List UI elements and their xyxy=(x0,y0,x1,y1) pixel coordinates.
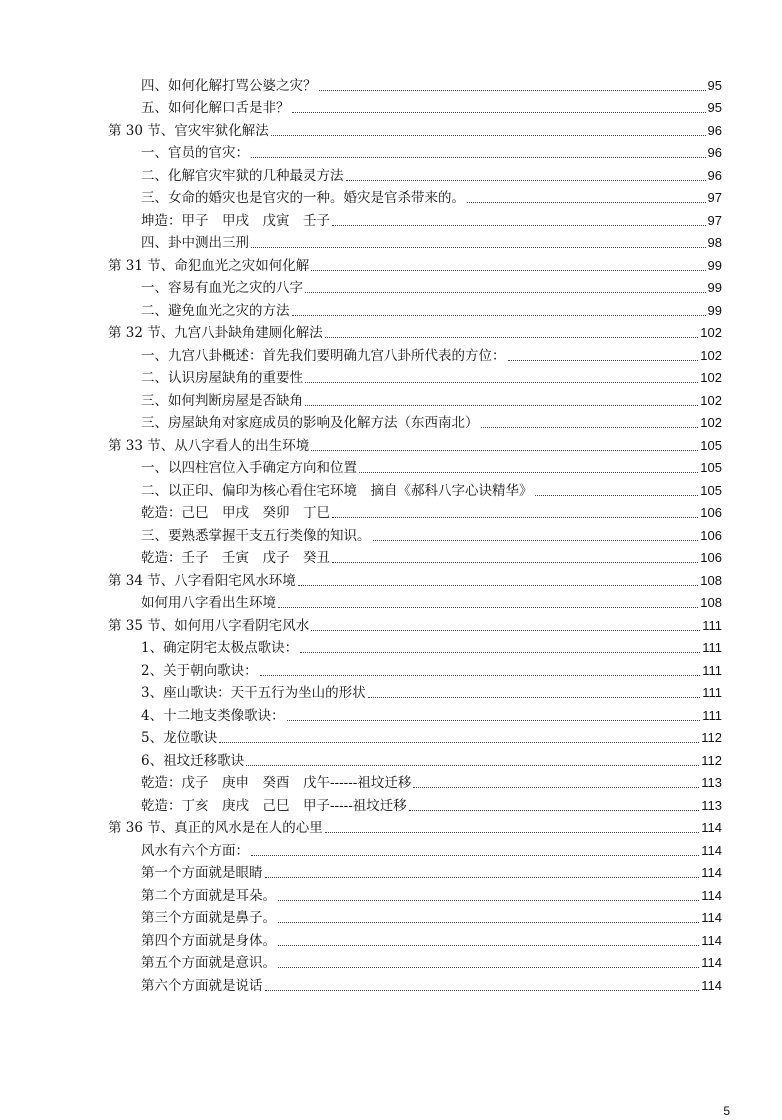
toc-entry-page: 111 xyxy=(702,685,722,700)
dot-leader xyxy=(325,337,699,338)
dot-leader xyxy=(278,607,698,608)
toc-entry-title: 第 36 节、真正的风水是在人的心里 xyxy=(108,820,323,836)
toc-subentry[interactable] xyxy=(108,365,722,388)
toc-subentry[interactable] xyxy=(108,747,722,770)
toc-entry-title: 第 31 节、命犯血光之灾如何化解 xyxy=(108,257,310,274)
toc-entry-title: 第 35 节、如何用八字看阴宅风水 xyxy=(108,617,310,634)
dot-leader xyxy=(246,765,699,766)
toc-subentry[interactable] xyxy=(108,882,722,905)
toc-subentry[interactable] xyxy=(108,207,722,230)
toc-subentry[interactable] xyxy=(108,770,722,793)
toc-section-entry[interactable] xyxy=(108,612,722,635)
toc-entry-page: 105 xyxy=(700,482,722,498)
dot-leader xyxy=(292,315,706,316)
toc-entry-title: 第四个方面就是身体。 xyxy=(141,932,276,949)
toc-subentry[interactable] xyxy=(108,522,722,545)
toc-entry-page: 99 xyxy=(707,257,722,273)
toc-subentry[interactable] xyxy=(108,297,722,320)
toc-entry-title: 乾造：壬子 壬寅 戊子 癸丑 xyxy=(141,550,330,566)
toc-entry-title: 第五个方面就是意识。 xyxy=(141,955,276,971)
dot-leader xyxy=(265,990,700,991)
dot-leader xyxy=(346,180,706,181)
toc-subentry[interactable] xyxy=(108,95,722,118)
dot-leader xyxy=(413,787,699,788)
toc-entry-title: 二、认识房屋缺角的重要性 xyxy=(141,370,303,386)
toc-entry-page: 114 xyxy=(701,887,722,903)
toc-entry-page: 97 xyxy=(707,212,722,228)
dot-leader xyxy=(332,225,706,226)
toc-subentry[interactable] xyxy=(108,657,722,680)
toc-subentry[interactable] xyxy=(108,72,722,95)
toc-entry-title: 五、如何化解口舌是非？ xyxy=(141,100,290,116)
dot-leader xyxy=(292,112,706,113)
toc-entry-title: 一、以四柱宫位入手确定方向和位置 xyxy=(141,460,357,476)
toc-entry-title: 5、龙位歌诀 xyxy=(141,730,218,746)
toc-entry-title: 3、座山歌诀：天干五行为坐山的形状 xyxy=(141,685,366,701)
toc-entry-page: 111 xyxy=(702,617,722,633)
toc-entry-page: 113 xyxy=(701,775,722,790)
toc-entry-page: 102 xyxy=(700,325,722,340)
toc-entry-page: 114 xyxy=(701,910,722,925)
dot-leader xyxy=(373,540,699,541)
dot-leader xyxy=(305,405,698,406)
dot-leader xyxy=(260,675,701,676)
toc-entry-title: 第 30 节、官灾牢狱化解法 xyxy=(108,122,269,139)
toc-section-entry[interactable] xyxy=(108,117,722,140)
dot-leader xyxy=(278,900,699,901)
toc-subentry[interactable] xyxy=(108,545,722,568)
dot-leader xyxy=(305,292,706,293)
dot-leader xyxy=(467,202,706,203)
toc-entry-page: 111 xyxy=(702,662,722,678)
toc-entry-title: 乾造：戊子 庚申 癸酉 戊午------祖坟迁移 xyxy=(141,775,412,791)
toc-entry-title: 第二个方面就是耳朵。 xyxy=(141,887,276,904)
toc-entry-page: 102 xyxy=(700,347,722,363)
dot-leader xyxy=(271,135,706,136)
dot-leader xyxy=(481,427,699,428)
toc-subentry[interactable] xyxy=(108,950,722,973)
toc-subentry[interactable] xyxy=(108,342,722,365)
toc-entry-title: 4、十二地支类像歌诀： xyxy=(141,707,285,724)
toc-entry-title: 二、化解官灾牢狱的几种最灵方法 xyxy=(141,167,344,184)
toc-entry-title: 四、卦中测出三刑 xyxy=(141,235,249,251)
dot-leader xyxy=(278,967,699,968)
toc-entry-title: 第一个方面就是眼睛 xyxy=(141,865,263,881)
toc-entry-title: 三、如何判断房屋是否缺角 xyxy=(141,392,303,409)
toc-entry-page: 99 xyxy=(707,280,722,295)
toc-subentry[interactable] xyxy=(108,972,722,995)
dot-leader xyxy=(265,877,700,878)
toc-subentry[interactable] xyxy=(108,725,722,748)
dot-leader xyxy=(311,450,698,451)
dot-leader xyxy=(332,562,698,563)
toc-entry-page: 114 xyxy=(701,865,722,880)
toc-entry-page: 114 xyxy=(701,842,722,858)
toc-entry-title: 二、以正印、偏印为核心看住宅环境 摘自《郝科八字心诀精华》 xyxy=(141,482,533,499)
dot-leader xyxy=(319,90,706,91)
toc-entry-page: 95 xyxy=(707,100,722,115)
toc-subentry[interactable] xyxy=(108,410,722,433)
dot-leader xyxy=(535,495,699,496)
toc-subentry[interactable] xyxy=(108,792,722,815)
toc-subentry[interactable] xyxy=(108,185,722,208)
dot-leader xyxy=(368,697,701,698)
toc-entry-title: 四、如何化解打骂公婆之灾？ xyxy=(141,77,317,94)
toc-entry-title: 一、官员的官灾： xyxy=(141,145,249,161)
toc-subentry[interactable] xyxy=(108,905,722,928)
toc-subentry[interactable] xyxy=(108,860,722,883)
dot-leader xyxy=(332,517,698,518)
toc-entry-page: 111 xyxy=(702,707,722,723)
toc-entry-page: 111 xyxy=(702,640,722,655)
toc-entry-title: 风水有六个方面： xyxy=(141,842,249,859)
dot-leader xyxy=(300,652,700,653)
toc-entry-page: 112 xyxy=(701,752,722,768)
dot-leader xyxy=(311,630,700,631)
dot-leader xyxy=(359,472,698,473)
toc-entry-title: 如何用八字看出生环境 xyxy=(141,595,276,611)
toc-section-entry[interactable] xyxy=(108,252,722,275)
toc-entry-title: 第六个方面就是说话 xyxy=(141,977,263,994)
toc-entry-page: 97 xyxy=(707,190,722,205)
toc-subentry[interactable] xyxy=(108,590,722,613)
toc-subentry[interactable] xyxy=(108,455,722,478)
toc-entry-page: 96 xyxy=(707,122,722,138)
dot-leader xyxy=(311,270,705,271)
toc-entry-page: 95 xyxy=(707,77,722,93)
toc-entry-title: 三、要熟悉掌握干支五行类像的知识。 xyxy=(141,527,371,544)
toc-entry-page: 114 xyxy=(701,977,722,993)
toc-entry-page: 106 xyxy=(700,550,722,565)
toc-entry-title: 6、祖坟迁移歌诀 xyxy=(141,752,245,769)
dot-leader xyxy=(219,742,699,743)
toc-section-entry[interactable] xyxy=(108,567,722,590)
toc-section-entry[interactable] xyxy=(108,432,722,455)
toc-entry-title: 三、房屋缺角对家庭成员的影响及化解方法（东西南北） xyxy=(141,415,479,431)
toc-entry-title: 2、关于朝向歌诀： xyxy=(141,662,258,679)
toc-entry-page: 113 xyxy=(701,797,722,813)
dot-leader xyxy=(298,585,699,586)
toc-subentry[interactable] xyxy=(108,230,722,253)
dot-leader xyxy=(305,382,698,383)
toc-subentry[interactable] xyxy=(108,837,722,860)
toc-entry-page: 114 xyxy=(701,820,722,835)
toc-entry-page: 98 xyxy=(707,235,722,250)
toc-section-entry[interactable] xyxy=(108,320,722,343)
toc-entry-page: 96 xyxy=(707,167,722,183)
toc-subentry[interactable] xyxy=(108,635,722,658)
toc-entry-page: 114 xyxy=(701,932,722,948)
toc-entry-page: 114 xyxy=(701,955,722,970)
toc-entry-page: 102 xyxy=(700,415,722,430)
toc-entry-page: 112 xyxy=(701,730,722,745)
dot-leader xyxy=(278,945,699,946)
dot-leader xyxy=(251,247,706,248)
dot-leader xyxy=(508,360,699,361)
toc-entry-title: 乾造：己巳 甲戌 癸卯 丁巳 xyxy=(141,505,330,521)
toc-subentry[interactable] xyxy=(108,162,722,185)
toc-entry-page: 106 xyxy=(700,505,722,520)
table-of-contents xyxy=(108,72,722,995)
dot-leader xyxy=(325,832,700,833)
toc-entry-title: 第 34 节、八字看阳宅风水环境 xyxy=(108,572,296,589)
toc-entry-title: 第 33 节、从八字看人的出生环境 xyxy=(108,437,310,454)
dot-leader xyxy=(251,157,706,158)
toc-subentry[interactable] xyxy=(108,477,722,500)
toc-entry-title: 一、容易有血光之灾的八字 xyxy=(141,280,303,296)
toc-entry-title: 一、九宫八卦概述：首先我们要明确九宫八卦所代表的方位： xyxy=(141,347,506,364)
toc-entry-page: 99 xyxy=(707,302,722,318)
toc-entry-page: 102 xyxy=(700,392,722,408)
toc-entry-title: 三、女命的婚灾也是官灾的一种。婚灾是官杀带来的。 xyxy=(141,190,465,206)
toc-entry-title: 1、确定阴宅太极点歌诀： xyxy=(141,640,299,656)
toc-subentry[interactable] xyxy=(108,500,722,523)
toc-subentry[interactable] xyxy=(108,387,722,410)
toc-subentry[interactable] xyxy=(108,680,722,703)
toc-entry-page: 106 xyxy=(700,527,722,543)
toc-entry-title: 二、避免血光之灾的方法 xyxy=(141,302,290,319)
toc-subentry[interactable] xyxy=(108,927,722,950)
toc-entry-page: 108 xyxy=(700,572,722,588)
toc-entry-page: 105 xyxy=(700,460,722,475)
toc-section-entry[interactable] xyxy=(108,815,722,838)
dot-leader xyxy=(409,810,699,811)
toc-subentry[interactable] xyxy=(108,702,722,725)
toc-subentry[interactable] xyxy=(108,140,722,163)
toc-entry-title: 第 32 节、九宫八卦缺角建厕化解法 xyxy=(108,325,323,341)
toc-entry-title: 坤造：甲子 甲戌 戊寅 壬子 xyxy=(141,212,330,229)
toc-entry-title: 乾造：丁亥 庚戌 己巳 甲子-----祖坟迁移 xyxy=(141,797,407,814)
toc-entry-page: 102 xyxy=(700,370,722,385)
dot-leader xyxy=(287,720,701,721)
toc-subentry[interactable] xyxy=(108,275,722,298)
toc-entry-title: 第三个方面就是鼻子。 xyxy=(141,910,276,926)
toc-entry-page: 108 xyxy=(700,595,722,610)
page-number: 5 xyxy=(723,1104,730,1118)
toc-entry-page: 105 xyxy=(700,437,722,453)
dot-leader xyxy=(251,855,699,856)
toc-entry-page: 96 xyxy=(707,145,722,160)
dot-leader xyxy=(278,922,699,923)
